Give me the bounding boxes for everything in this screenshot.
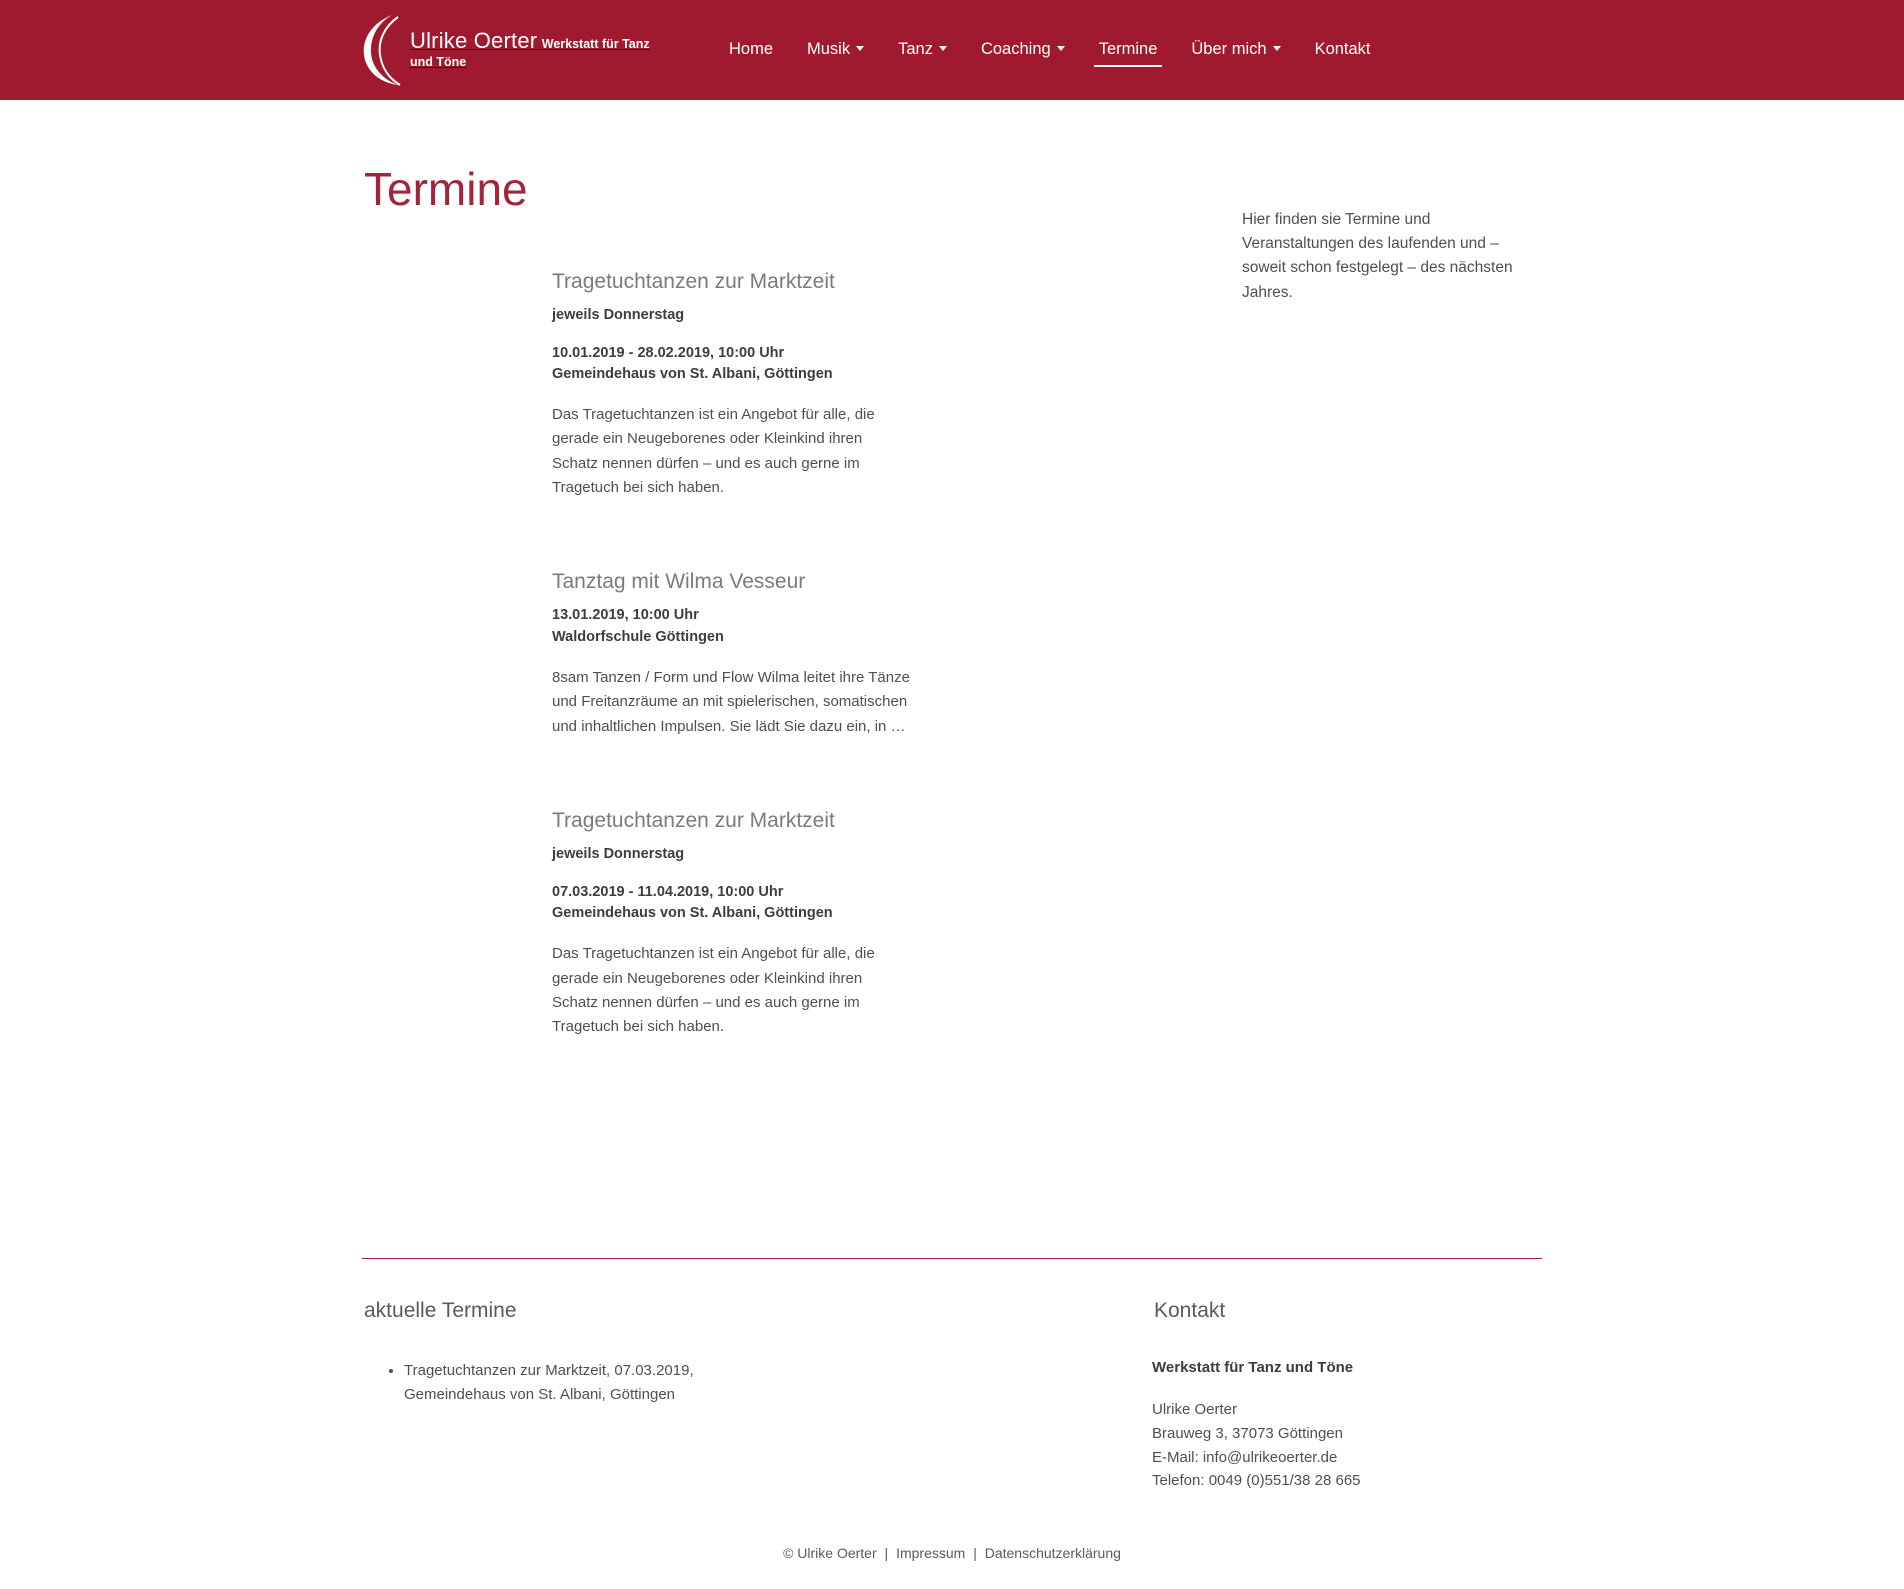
footer-link-impressum[interactable]: Impressum bbox=[896, 1545, 966, 1562]
nav-item-ueber-mich[interactable] bbox=[1174, 36, 1297, 67]
nav-label-tanz: Tanz bbox=[898, 40, 933, 58]
footer-kontakt-address: Brauweg 3, 37073 Göttingen bbox=[1152, 1425, 1343, 1443]
nav-label-home: Home bbox=[729, 40, 774, 58]
footer-kontakt-company: Werkstatt für Tanz und Töne bbox=[1152, 1359, 1354, 1377]
event-date: 10.01.2019 - 28.02.2019, 10:00 Uhr bbox=[552, 344, 785, 361]
footer-kontakt-phone: Telefon: 0049 (0)551/38 28 665 bbox=[1152, 1472, 1361, 1490]
nav-label-termine: Termine bbox=[1098, 40, 1158, 58]
event-date: 07.03.2019 - 11.04.2019, 10:00 Uhr bbox=[552, 883, 784, 900]
footer-termine-heading: aktuelle Termine bbox=[364, 1299, 517, 1323]
event-date: 13.01.2019, 10:00 Uhr bbox=[552, 607, 699, 624]
event-description: 8sam Tanzen / Form und Flow Wilma leitet ihre Tänze und Freitanzräume an mit spielerischen, somatischen und inhaltlichen Impulsen. Sie lädt Sie dazu ein, in … bbox=[552, 668, 910, 735]
content-row bbox=[362, 100, 1542, 1108]
content-container bbox=[362, 100, 1542, 1108]
event-description: Das Tragetuchtanzen ist ein Angebot für alle, die gerade ein Neugeborenes oder Kleinkind ihren Schatz nennen dürfen – und es auch gerne im Tragetuch bei sich haben. bbox=[552, 406, 875, 496]
event-body bbox=[552, 808, 1152, 1055]
event-thumbnail-column bbox=[362, 808, 552, 1055]
footer-kontakt-name: Ulrike Oerter bbox=[1152, 1401, 1238, 1419]
event-title[interactable]: Tragetuchtanzen zur Marktzeit bbox=[552, 808, 835, 832]
nav-label-coaching: Coaching bbox=[980, 40, 1051, 58]
event-thumbnail-placeholder bbox=[362, 569, 514, 721]
event-thumbnail-column bbox=[362, 569, 552, 754]
footer-kontakt-heading: Kontakt bbox=[1154, 1299, 1226, 1323]
logo-tagline-line2: und Töne bbox=[410, 55, 467, 70]
chevron-down-icon bbox=[939, 46, 947, 51]
event-recurrence: jeweils Donnerstag bbox=[552, 845, 685, 862]
footer-termine-column bbox=[362, 1299, 1152, 1493]
nav-item-kontakt[interactable] bbox=[1298, 36, 1388, 67]
event-title[interactable]: Tragetuchtanzen zur Marktzeit bbox=[552, 269, 835, 293]
nav-item-tanz[interactable] bbox=[881, 36, 964, 67]
site-header bbox=[0, 0, 1904, 100]
event-location: Gemeindehaus von St. Albani, Göttingen bbox=[552, 905, 833, 922]
footer-copyright: © Ulrike Oerter bbox=[783, 1545, 877, 1562]
event-title[interactable]: Tanztag mit Wilma Vesseur bbox=[552, 570, 806, 594]
logo-text bbox=[410, 29, 650, 71]
logo-tagline-line1: Werkstatt für Tanz bbox=[541, 37, 650, 52]
nav-item-termine[interactable] bbox=[1082, 36, 1175, 67]
footer-termine-list bbox=[362, 1359, 1152, 1406]
footer-kontakt-column bbox=[1152, 1299, 1542, 1493]
sidebar-column bbox=[1152, 164, 1542, 1108]
footer-separator-1: | bbox=[884, 1545, 889, 1562]
chevron-down-icon bbox=[1057, 46, 1065, 51]
event-item bbox=[362, 269, 1152, 516]
event-description: Das Tragetuchtanzen ist ein Angebot für alle, die gerade ein Neugeborenes oder Kleinkind ihren Schatz nennen dürfen – und es auch gerne im Tragetuch bei sich haben. bbox=[552, 945, 875, 1036]
logo-title: Ulrike Oerter bbox=[410, 28, 538, 54]
site-footer bbox=[362, 1259, 1542, 1493]
nav-label-musik: Musik bbox=[807, 40, 851, 58]
event-body bbox=[552, 569, 1152, 754]
page-body bbox=[0, 100, 1904, 1589]
event-recurrence: jeweils Donnerstag bbox=[552, 306, 685, 323]
event-location: Waldorfschule Göttingen bbox=[552, 629, 724, 646]
event-item bbox=[362, 569, 1152, 754]
event-thumbnail-column bbox=[362, 269, 552, 516]
page-title: Termine bbox=[364, 163, 528, 215]
nav-item-musik[interactable] bbox=[790, 36, 881, 67]
event-location: Gemeindehaus von St. Albani, Göttingen bbox=[552, 366, 833, 383]
logo-swoosh-icon bbox=[358, 13, 404, 87]
footer-kontakt-email[interactable]: E-Mail: info@ulrikeoerter.de bbox=[1152, 1448, 1338, 1466]
main-navigation bbox=[712, 36, 1388, 67]
event-body bbox=[552, 269, 1152, 516]
chevron-down-icon bbox=[856, 46, 864, 51]
list-item: • Tragetuchtanzen zur Marktzeit, 07.03.2019, Gemeindehaus von St. Albani, Göttingen bbox=[404, 1359, 704, 1406]
event-item bbox=[362, 808, 1152, 1055]
chevron-down-icon bbox=[1273, 46, 1281, 51]
nav-item-coaching[interactable] bbox=[964, 36, 1082, 67]
nav-label-kontakt: Kontakt bbox=[1314, 40, 1371, 58]
footer-separator-2: | bbox=[973, 1545, 977, 1562]
sidebar-intro-text: Hier finden sie Termine und Veranstaltungen des laufenden und – soweit schon festgelegt – des nächsten Jahres. bbox=[1242, 210, 1513, 301]
footer-bottom-bar bbox=[0, 1493, 1904, 1589]
nav-label-ueber-mich: Über mich bbox=[1191, 40, 1267, 58]
site-logo[interactable] bbox=[358, 8, 650, 92]
main-column bbox=[362, 164, 1152, 1108]
footer-link-datenschutz[interactable]: Datenschutzerklärung bbox=[984, 1545, 1121, 1562]
nav-item-home[interactable] bbox=[712, 36, 790, 67]
